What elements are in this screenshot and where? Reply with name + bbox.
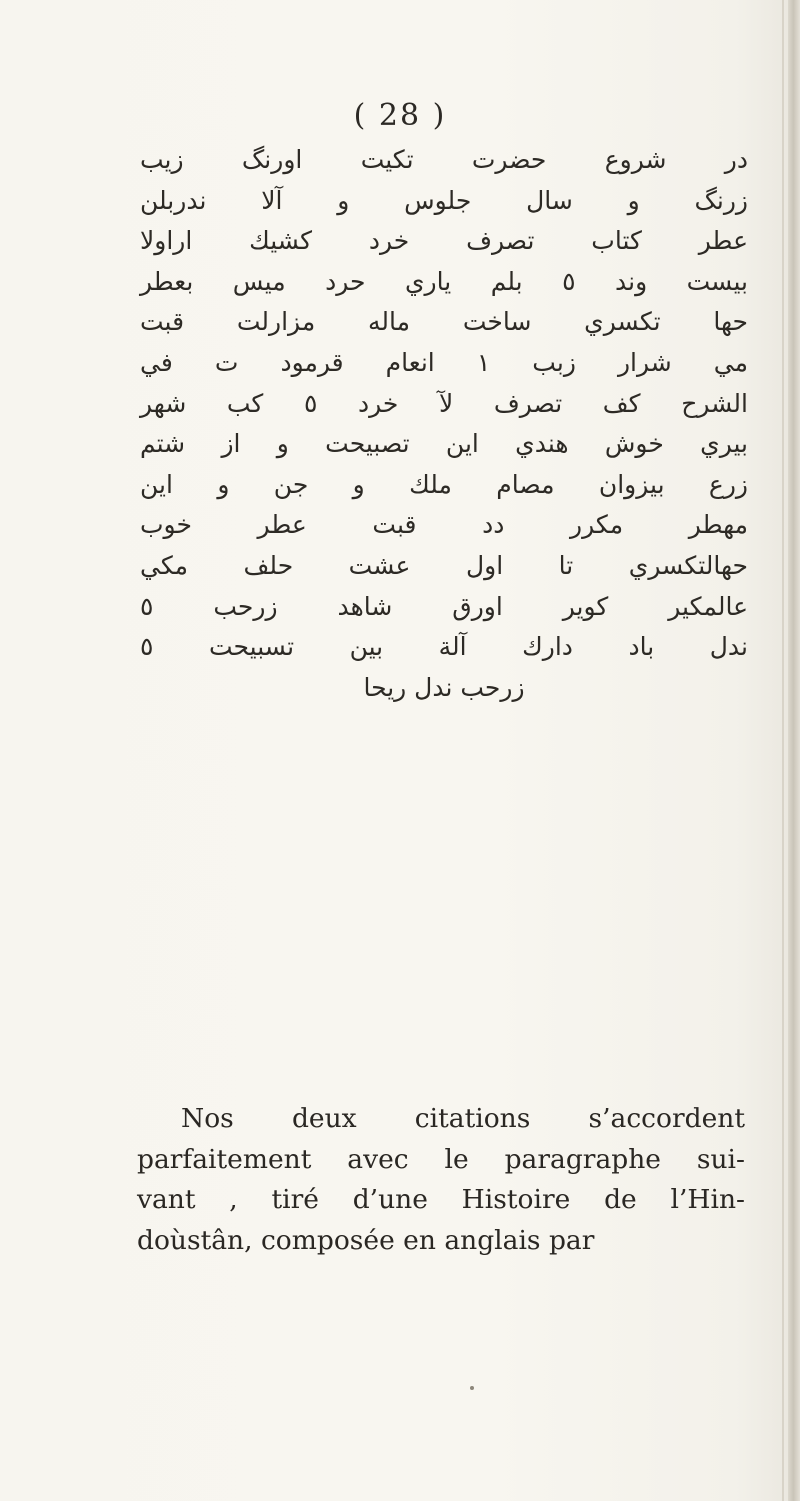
paper-speck — [470, 1386, 474, 1390]
arabic-line: حهالتكسري تا اول عشت حلف مكي — [140, 550, 748, 580]
french-line: vant , tiré d’une Histoire de l’Hin- — [137, 1184, 745, 1215]
arabic-line: بيري خوش هندي اين تصبيحت و از شتم — [140, 429, 748, 459]
french-line-last: doùstân, composée en anglais par — [137, 1224, 595, 1256]
arabic-line: زرع بيزوان مصام ملك و جن و اين — [140, 469, 748, 499]
arabic-line: عالمكير كوير اورق شاهد زرحب ٥ — [140, 591, 748, 621]
arabic-line: بيست وند ٥ بلم ياري حرد ميس بعطر — [140, 266, 748, 296]
arabic-line: الشرح كف تصرف لآ خرد ٥ كب شهر — [140, 388, 748, 418]
arabic-line: ندل باد دارك آلة بين تسبيحت ٥ — [140, 632, 748, 662]
french-line: parfaitement avec le paragraphe sui- — [137, 1143, 745, 1175]
french-line: Nos deux citations s’accordent — [181, 1103, 745, 1134]
french-paragraph — [137, 1099, 745, 1261]
arabic-text-block — [140, 140, 748, 708]
binding-edge — [788, 0, 800, 1501]
page-number: ( 28 ) — [353, 98, 447, 133]
arabic-line: زرنگ و سال جلوس و آلا ندربلن — [140, 185, 748, 215]
arabic-line-last: زرحب ندل ريحا — [363, 672, 525, 702]
binding-shadow-line — [782, 0, 784, 1501]
arabic-line: در شروع حضرت تكيت اورنگ زيب — [140, 145, 748, 174]
arabic-line: عطر كتاب تصرف خرد كشيك اراولا — [140, 226, 748, 256]
arabic-line: مهطر مكرر دد قبت عطر خوب — [140, 510, 748, 540]
arabic-line: حها تكسري ساخت ماله مزارلت قبت — [140, 307, 748, 337]
arabic-line: مي شرار زبب ١ انعام قرمود ت في — [140, 347, 748, 377]
